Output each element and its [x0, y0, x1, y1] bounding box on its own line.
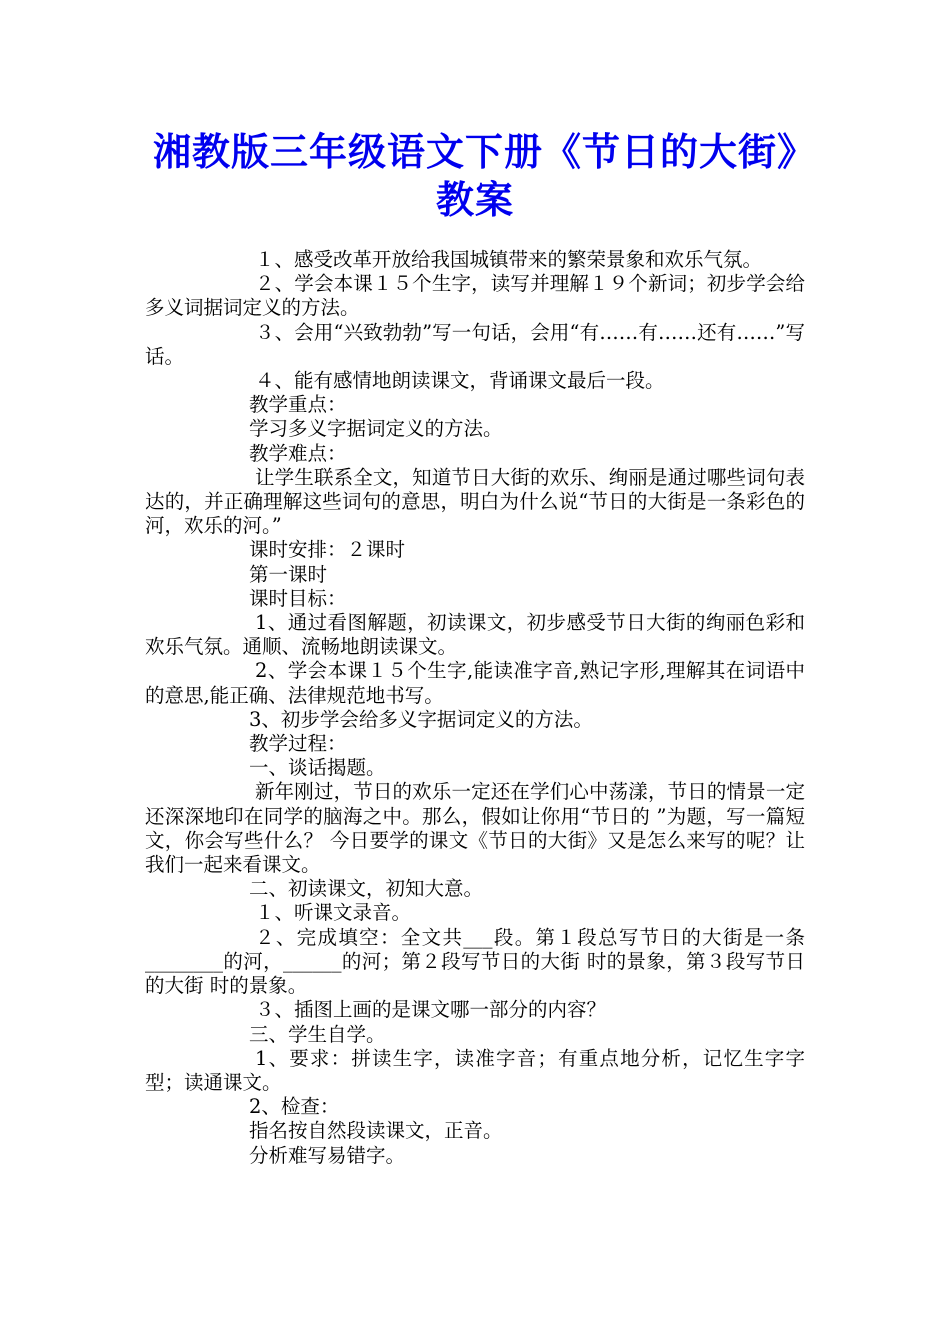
section-heading: 教学难点： [249, 441, 347, 465]
paragraph: 1、通过看图解题，初读课文，初步感受节日大街的绚丽色彩和欢乐气氛。通顺、流畅地朗读课文。 [145, 611, 805, 659]
paragraph: ４、能有感情地朗读课文，背诵课文最后一段。 [255, 369, 665, 393]
paragraph: 分析难写易错字。 [249, 1143, 406, 1167]
paragraph: 课时安排：２课时 [249, 538, 406, 562]
section-heading: 教学重点： [249, 393, 347, 417]
section-heading: 教学过程： [249, 732, 347, 756]
document-body [145, 248, 805, 1168]
section-heading: 二、初读课文，初知大意。 [249, 877, 484, 901]
paragraph: ２、完成填空：全文共___段。第１段总写节日的大街是一条________的河，______的河；第２段写节日的大街 时的景象，第３段写节日的大街 时的景象。 [145, 925, 805, 998]
paragraph: 1、要求：拼读生字，读准字音；有重点地分析，记忆生字字型；读通课文。 [145, 1046, 805, 1094]
paragraph: ３、会用“兴致勃勃”写一句话，会用“有……有……还有……”写话。 [145, 320, 805, 368]
section-heading: 一、谈话揭题。 [249, 756, 386, 780]
paragraph: 2、检查： [249, 1095, 340, 1119]
paragraph: １、听课文录音。 [255, 901, 412, 925]
paragraph: 让学生联系全文，知道节日大街的欢乐、绚丽是通过哪些词句表达的，并正确理解这些词句的意思，明白为什么说“节日的大街是一条彩色的河，欢乐的河。” [145, 465, 805, 538]
paragraph: 2、学会本课１５个生字,能读准字音,熟记字形,理解其在词语中的意思,能正确、法律规范地书写。 [145, 659, 805, 707]
paragraph: ３、插图上画的是课文哪一部分的内容？ [255, 998, 607, 1022]
section-heading: 第一课时 [249, 562, 328, 586]
paragraph: ２、学会本课１５个生字，读写并理解１９个新词；初步学会给多义词据词定义的方法。 [145, 272, 805, 320]
paragraph: 3、初步学会给多义字据词定义的方法。 [249, 707, 593, 731]
paragraph: 指名按自然段读课文，正音。 [249, 1119, 503, 1143]
paragraph: １、感受改革开放给我国城镇带来的繁荣景象和欢乐气氛。 [255, 248, 763, 271]
section-heading: 课时目标： [249, 586, 347, 610]
paragraph: 新年刚过，节日的欢乐一定还在学们心中荡漾，节日的情景一定还深深地印在同学的脑海之中。那么，假如让你用“节日的 ”为题，写一篇短文，你会写些什么？ 今日要学的课文《节日的大街》又是怎么来写的呢？让我们一起来看课文。 [145, 780, 805, 877]
section-heading: 三、学生自学。 [249, 1022, 386, 1046]
paragraph: 学习多义字据词定义的方法。 [249, 417, 503, 441]
document-title: 湘教版三年级语文下册《节日的大街》教案 [152, 129, 797, 222]
